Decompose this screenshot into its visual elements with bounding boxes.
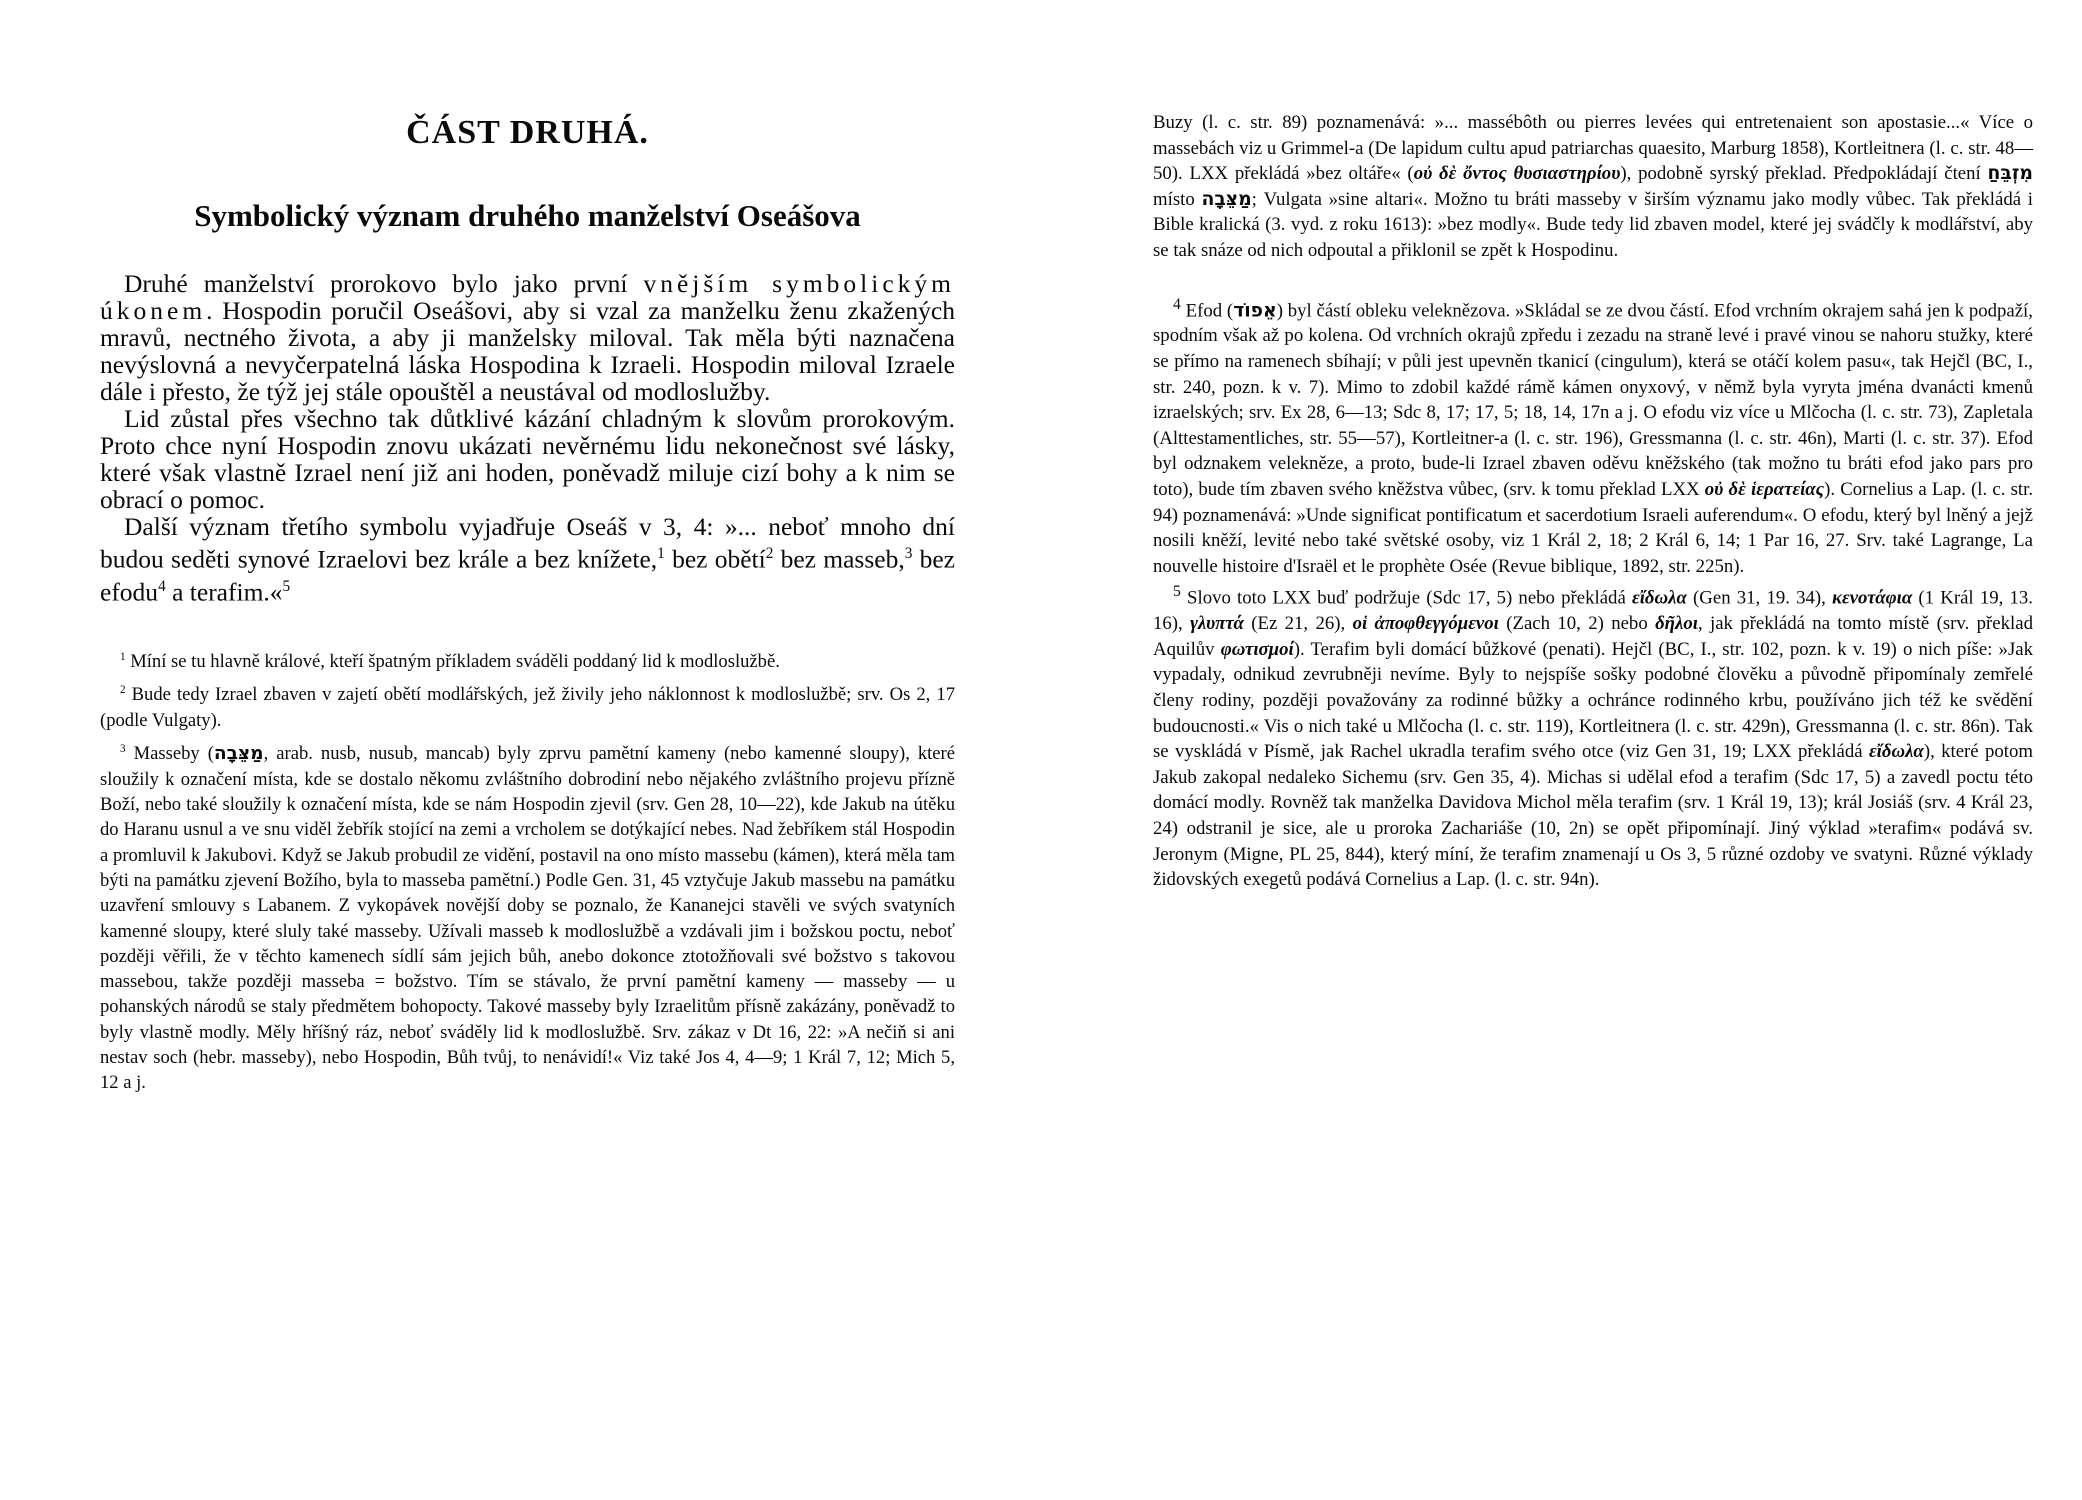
footnote-5-text-g: ). Terafim byli domácí bůžkové (penati). Hejčl (BC, I., str. 102, pozn. k v. 19) o nich píše: »Jak vypadaly, odnikud zevrubněji nevíme. Byly to nejspíše sošky podobné člověku a původně připomínaly zemřelé členy rodiny, později považovány za rodinné bůžky a ochránce rodinného krbu, používáno jich též ke svědění budoucnosti.« Vis o nich také u Mlčocha (l. c. str. 119), Kortleitnera (l. c. str. 429n), Gressmanna (l. c. str. 86n). Tak se vyskládá v Písmě, jak Rachel ukradla terafim svého otce (viz Gen 31, 19; LXX překládá — [1153, 638, 2033, 763]
footnote-5-text-d: (Ez 21, 26), — [1243, 613, 1353, 635]
footnote-ref-5: 5 — [282, 577, 291, 595]
paragraph-3-text-c: bez masseb, — [773, 544, 905, 574]
footnote-5-text-a: Slovo toto LXX buď podržuje (Sdc 17, 5) nebo překládá — [1187, 587, 1632, 609]
greek-word-5: δῆλοι — [1655, 613, 1698, 635]
footnote-5-text-c: (1 Král 19, 13. 16), — [1153, 587, 2033, 635]
footnote-1 — [100, 645, 955, 674]
footnote-1-text: Míní se tu hlavně králové, kteří špatným příkladem sváděli poddaný lid k modloslužbě. — [130, 651, 780, 673]
footnote-4 — [1153, 292, 2033, 580]
continuation-text-b: ), podobně syrský překlad. Předpokládají čtení — [1620, 163, 1988, 185]
footnote-5-text-b: (Gen 31, 19. 34), — [1686, 587, 1833, 609]
hebrew-word-mizbeach: מִזְבֵּחַ — [1987, 163, 2033, 185]
greek-word-3: γλυπτά — [1190, 613, 1244, 635]
hebrew-word-massebah: מַצֵּבָה — [213, 743, 264, 765]
right-column — [1153, 110, 2033, 893]
footnote-3-text-a: Masseby ( — [133, 743, 214, 765]
greek-word-4: οἱ ἀποφθεγγόμενοι — [1352, 613, 1499, 635]
main-text — [100, 270, 955, 605]
greek-phrase-priesthood: οὐ δὲ ἱερατείας — [1704, 478, 1825, 500]
paragraph-1 — [100, 270, 955, 405]
greek-word-7: εἴδωλα — [1868, 741, 1924, 763]
paragraph-3 — [100, 513, 955, 605]
paragraph-1-before: Druhé manželství prorokovo bylo jako první — [124, 269, 644, 298]
footnote-2-text: Bude tedy Izrael zbaven v zajetí obětí modlářských, jež živily jeho náklonnost k modloslužbě; srv. Os 2, 17 (podle Vulgaty). — [100, 684, 955, 731]
hebrew-word-massebah-2: מַצֵּבָה — [1201, 188, 1252, 210]
greek-word-1: εἴδωλα — [1631, 587, 1687, 609]
footnote-3-number: 3 — [120, 743, 126, 756]
paragraph-1-spaced: vnějším symbolickým úkonem — [100, 269, 956, 325]
greek-word-6: φωτισμοί — [1220, 638, 1294, 660]
footnote-4-number: 4 — [1173, 295, 1181, 313]
footnote-5-text-h: ), které potom Jakub zakopal nedaleko Sichemu (srv. Gen 35, 4). Michas si udělal efod a terafim (Sdc 17, 5) a zavedl poctu této domácí modly. Rovněž tak manželka Davidova Michol měla terafim (srv. 1 Král 19, 13); král Josiáš (srv. 4 Král 23, 24) odstranil je sice, ale u proroka Zachariáše (10, 2n) se opět připomínají. Jiný výklad »terafim« podává sv. Jeronym (Migne, PL 25, 844), který míní, že terafim znamenají u Os 3, 5 různé ozdoby ve svatyni. Různé výklady židovských exegetů podává Cornelius a Lap. (l. c. str. 94n). — [1153, 741, 2033, 891]
continuation-text-a: Buzy (l. c. str. 89) poznamenává: »... massébôth ou pierres levées qui entretenaient son apostasie...« Více o massebách viz u Grimmel-a (De lapidum cultu apud patriarchas quaesito, Marburg 1858), Kortleitnera (l. c. str. 48—50). LXX překládá »bez oltáře« ( — [1153, 112, 2033, 185]
hebrew-word-efod: אֵפוֹד — [1233, 299, 1277, 321]
left-column — [100, 100, 955, 1100]
part-title: ČÁST DRUHÁ. — [406, 114, 649, 151]
footnote-1-number: 1 — [120, 651, 126, 663]
footnote-4-text-c: ). Cornelius a Lap. (l. c. str. 94) poznamenává: »Unde significat pontificatum et sacerdotium Israeli auferendum«. O efodu, který byl lněný a jejž nosili kněží, levité nebo také světské osoby, viz 1 Král 2, 18; 2 Král 6, 14; 1 Par 16, 27. Srv. také Lagrange, La nouvelle histoire d'Israël et le prophète Osée (Revue biblique, 1892, str. 225n). — [1153, 478, 2034, 577]
paragraph-3-text-d: bez efodu — [100, 544, 955, 606]
footnote-2 — [100, 678, 955, 733]
footnote-5-text-f: , jak překládá na tomto místě (srv. překlad Aquilův — [1153, 613, 2033, 660]
footnote-4-text-b: ) byl částí obleku veleknězova. »Skládal se ze dvou částí. Efod vrchním okrajem sahá jen k podpaží, spodním však až po kolena. Od vrchních okrajů zpředu i zezadu na straně levé i pravé vinou se nahoru stužky, které se přímo na ramenech sbíhají; v půli jest upevněn tkanicí (cingulum), která se otáčí kolem pasu«, tak Hejčl (BC, I., str. 240, pozn. k v. 7). Mimo to zdobil každé rámě kámen onyxový, v němž byla vyryta jména dvanácti kmenů izraelských; srv. Ex 28, 6—13; Sdc 8, 17; 17, 5; 18, 14, 17n a j. O efodu viz více u Mlčocha (l. c. str. 73), Zapletala (Alttestamentliches, str. 55—57), Kortleitner-a (l. c. str. 196), Gressmanna (l. c. str. 46n), Marti (l. c. str. 37). Efod byl odznakem velekněze, a proto, bude-li Izrael zbaven oděvu kněžského (tak možno tu bráti efod jako pars pro toto), bude tím zbaven svého kněžstva vůbec, (srv. k tomu překlad LXX — [1153, 299, 2033, 500]
footnote-ref-2: 2 — [765, 545, 774, 562]
paragraph-3-text-a: Další význam třetího symbolu vyjadřuje Oseáš v 3, 4: »... neboť mnoho dní budou seděti synové Izraelovi bez krále a bez knížete, — [100, 512, 955, 574]
footnote-ref-4: 4 — [158, 577, 166, 595]
paragraph-1-after: . Hospodin poručil Oseášovi, aby si vzal za manželku ženu zkažených mravů, nectného života, a aby ji manželsky miloval. Tak měla býti naznačena nevýslovná a nevyčerpatelná láska Hospodina k Izraeli. Hospodin miloval Izraele dále i přesto, že týž jej stále opouštěl a neustával od modloslužby. — [100, 296, 955, 406]
section-title: Symbolický význam druhého manželství Oseášova — [194, 198, 861, 233]
footnote-5-text-e: (Zach 10, 2) nebo — [1498, 613, 1656, 635]
greek-word-2: κενοτάφια — [1832, 587, 1913, 609]
paragraph-3-text-b: bez obětí — [664, 544, 766, 574]
paragraph-2: Lid zůstal přes všechno tak důtklivé kázání chladným k slovům prorokovým. Proto chce nyní Hospodin znovu ukázati nevěrnému lidu nekonečnost své lásky, které však vlastně Izrael není již ani hoden, poněvadž miluje cizí bohy a k nim se obrací o pomoc. — [100, 404, 955, 514]
footnote-5 — [1153, 579, 2033, 892]
footnote-3 — [100, 737, 955, 1095]
footnote-4-text-a: Efod ( — [1185, 299, 1234, 321]
footnote-ref-3: 3 — [904, 545, 913, 562]
footnote-2-number: 2 — [120, 684, 126, 697]
footnote-3-text-b: , arab. nusb, nusub, mancab) byly zprvu pamětní kameny (nebo kamenné sloupy), které sloužily k označení místa, kde se dostalo někomu zvláštního dobrodiní nebo nějakého zvláštního projevu přízně Boží, nebo také sloužily k označení místa, kde se nám Hospodin zjevil (srv. Gen 28, 10—22), kde Jakub na útěku do Haranu usnul a ve snu viděl žebřík stojící na zemi a vrcholem se dotýkající nebes. Nad žebříkem stál Hospodin a promluvil k Jakubovi. Když se Jakub probudil ze vidění, postavil na ono místo massebu (kámen), která měla tam býti na památku zjevení Božího, byla to masseba pamětní.) Podle Gen. 31, 45 vztyčuje Jakub massebu na památku uzavření smlouvy s Labanem. Z vykopávek novější doby se poznalo, že Kananejci stavěli ve svých svatyních kamenné sloupy, které sluly také masseby. Užívali masseb k modloslužbě a vzdávali jim i božskou poctu, neboť později věřili, že v těchto kamenech sídlí sám jejich bůh, anebo dokonce ztotožňovali své božstvo s takovou massebou, takže později masseba = božstvo. Tím se stávalo, že první pamětní kameny — masseby — u pohanských národů se staly předmětem bohopocty. Takové masseby byly Izraelitům přísně zakázány, poněvadž to byly vlastně modly. Měly hříšný ráz, neboť sváděly lid k modloslužbě. Srv. zákaz v Dt 16, 22: »A nečiň si ani nestav soch (hebr. masseby), nebo Hospodin, Bůh tvůj, to nenávidí!« Viz také Jos 4, 4—9; 1 Král 7, 12; Mich 5, 12 a j. — [100, 743, 956, 1094]
footnote-ref-1: 1 — [657, 545, 665, 562]
continuation-text-c: místo — [1153, 188, 1202, 210]
greek-phrase-altar: οὐ δὲ ὄντος θυσιαστηρίου — [1413, 163, 1621, 185]
footnote-3-continuation — [1153, 110, 2033, 264]
continuation-text-d: ; Vulgata »sine altari«. Možno tu bráti masseby v širším významu jako modly vůbec. Tak překládá i Bible kralická (3. vyd. z roku 1613): »bez modly«. Bude tedy lid zbaven model, které jej svádčly k modlářství, aby se tak snáze od nich odpoutal a přiklonil se zpět k Hospodinu. — [1153, 188, 2033, 261]
right-page — [1041, 0, 2082, 1500]
footnote-5-number: 5 — [1173, 583, 1181, 601]
footnotes-left — [100, 645, 955, 1096]
paragraph-3-text-e: a terafim.« — [165, 577, 283, 606]
